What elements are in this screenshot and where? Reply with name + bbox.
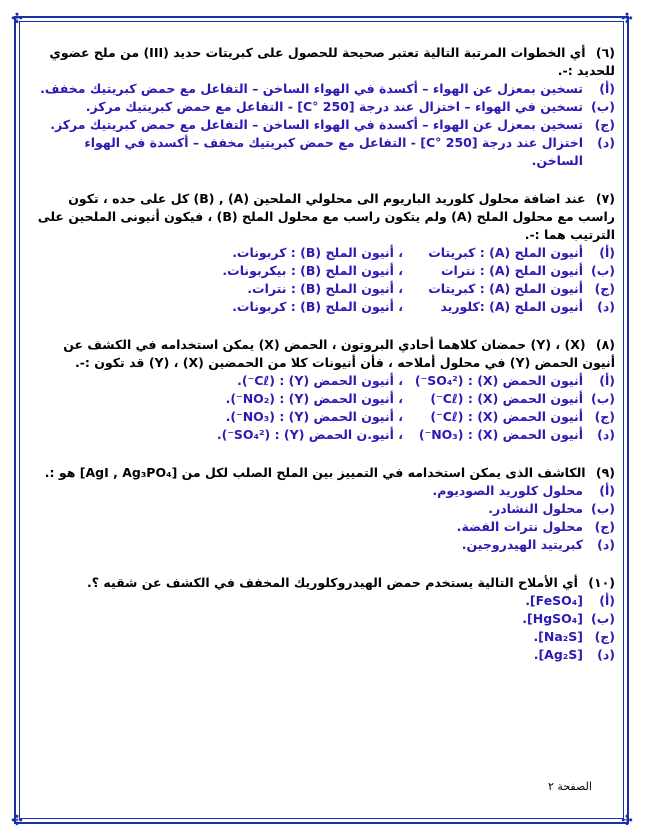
option-text: محلول كلوريد الصوديوم. (432, 483, 583, 498)
option-6b (30, 98, 615, 116)
option-label: (أ) (599, 245, 615, 260)
question-text: (X) ، (Y) حمضان كلاهما أحادي البروتون ، الحمض (X) يمكن استخدامه في الكشف عن أنيون الحمض (Y) في محلول أملاحه ، فأن أنيونات كلا من الحمضين (X) ، (Y) قد تكون :-. (63, 337, 615, 370)
option-10c (30, 628, 615, 646)
question-number: (٨) (595, 337, 615, 352)
option-text: أنيون الحمض (X) : (Cℓ⁻) (430, 391, 583, 406)
option-text: ، أنيون الملح (B) : بيكربونات. (222, 263, 403, 278)
option-text: تسخين بمعزل عن الهواء – أكسدة في الهواء الساخن – التفاعل مع حمض كبريتيك مخفف. (40, 81, 583, 96)
question-number: (٦) (595, 45, 615, 60)
corner-ornament-icon: ✣ (621, 11, 633, 27)
question-text: أي الخطوات المرتبة التالية تعتبر صحيحة للحصول على كبريتات حديد (III) من ملح عضوي للحديد :-. (49, 45, 615, 78)
option-label: (ب) (591, 391, 615, 406)
question-text: الكاشف الذى يمكن استخدامه في التمييز بين الملح الصلب لكل من [AgI , Ag₃PO₄] هو :. (44, 465, 586, 480)
corner-ornament-icon: ✣ (11, 813, 23, 829)
question-text: أي الأملاح التالية يستخدم حمض الهيدروكلوريك المخفف في الكشف عن شقيه ؟. (87, 575, 578, 590)
option-text: [FeSO₄]. (525, 593, 583, 608)
document-body (30, 44, 615, 664)
option-text: [HgSO₄]. (522, 611, 583, 626)
option-label: (ج) (594, 409, 615, 424)
option-7a (30, 244, 615, 262)
option-6c (30, 116, 615, 134)
option-label: (د) (597, 427, 615, 442)
question-6 (30, 44, 615, 80)
option-text: أنيون الحمض (X) : (SO₄²⁻) (414, 373, 583, 388)
option-7c (30, 280, 615, 298)
option-text: أنيون الملح (A) : نترات (440, 263, 583, 278)
option-text: أنيون الملح (A) : كبريتات (428, 245, 583, 260)
option-text: ، أنيون الملح (B) : كربونات. (232, 299, 403, 314)
option-label: (ج) (594, 281, 615, 296)
option-label: (أ) (599, 373, 615, 388)
option-text: أنيون الحمض (X) : (Cℓ⁻) (430, 409, 583, 424)
question-9 (30, 464, 615, 482)
option-label: (د) (597, 135, 615, 150)
option-9d (30, 536, 615, 554)
option-label: (أ) (599, 593, 615, 608)
option-8b (30, 390, 615, 408)
question-10 (30, 574, 615, 592)
question-number: (٧) (595, 191, 615, 206)
option-7b (30, 262, 615, 280)
option-6a (30, 80, 615, 98)
option-text: محلول نترات الفضة. (456, 519, 583, 534)
option-text: ، أنيون الملح (B) : كربونات. (232, 245, 403, 260)
option-text: اختزال عند درجة [250 °C] - التفاعل مع حمض كبريتيك مخفف – أكسدة في الهواء الساخن. (84, 135, 583, 168)
question-number: (٩) (595, 465, 615, 480)
corner-ornament-icon: ✣ (621, 813, 633, 829)
option-10b (30, 610, 615, 628)
option-text: ، أنيون الحمض (Y) : (NO₃⁻). (225, 409, 403, 424)
option-9c (30, 518, 615, 536)
option-text: ، أنيو.ن الحمض (Y) : (SO₄²⁻). (216, 427, 403, 442)
option-7d (30, 298, 615, 316)
question-text: عند اضافة محلول كلوريد الباريوم الى محلولي الملحين (A) , (B) كل على حده ، تكون راسب مع محلول الملح (A) ولم يتكون راسب مع محلول الملح (B) ، فيكون أنيونى الملحين على الترتيب هما :-. (37, 191, 615, 242)
option-8d (30, 426, 615, 444)
option-10d (30, 646, 615, 664)
option-label: (د) (597, 537, 615, 552)
option-text: أنيون الحمض (X) : (NO₃⁻) (418, 427, 583, 442)
option-text: ، أنيون الحمض (Y) : (Cℓ⁻). (237, 373, 403, 388)
option-6d (30, 134, 615, 170)
page-number: الصفحة ٢ (548, 780, 592, 793)
option-label: (د) (597, 299, 615, 314)
option-text: تسخين بمعزل عن الهواء – أكسدة في الهواء الساخن – التفاعل مع حمض كبريتيك مركز. (50, 117, 583, 132)
option-label: (ب) (591, 99, 615, 114)
option-label: (أ) (599, 81, 615, 96)
option-9a (30, 482, 615, 500)
question-number: (١٠) (588, 575, 615, 590)
question-7 (30, 190, 615, 244)
corner-ornament-icon: ✣ (11, 11, 23, 27)
option-8c (30, 408, 615, 426)
option-label: (ج) (594, 629, 615, 644)
option-text: محلول النشادر. (488, 501, 583, 516)
question-8 (30, 336, 615, 372)
option-text: ، أنيون الملح (B) : نترات. (247, 281, 403, 296)
option-label: (د) (597, 647, 615, 662)
option-9b (30, 500, 615, 518)
option-text: كبريتيد الهيدروجين. (461, 537, 583, 552)
option-text: ، أنيون الحمض (Y) : (NO₂⁻). (225, 391, 403, 406)
option-text: تسخين في الهواء – اختزال عند درجة [250 °C] - التفاعل مع حمض كبريتيك مركز. (85, 99, 583, 114)
option-text: [Na₂S]. (533, 629, 583, 644)
option-text: [Ag₂S]. (533, 647, 583, 662)
option-label: (ب) (591, 501, 615, 516)
option-10a (30, 592, 615, 610)
option-label: (أ) (599, 483, 615, 498)
option-label: (ج) (594, 519, 615, 534)
option-label: (ب) (591, 611, 615, 626)
option-label: (ب) (591, 263, 615, 278)
option-8a (30, 372, 615, 390)
option-text: أنيون الملح (A) : كبريتات (428, 281, 583, 296)
option-text: أنيون الملح (A) :كلوريد (440, 299, 583, 314)
option-label: (ج) (594, 117, 615, 132)
